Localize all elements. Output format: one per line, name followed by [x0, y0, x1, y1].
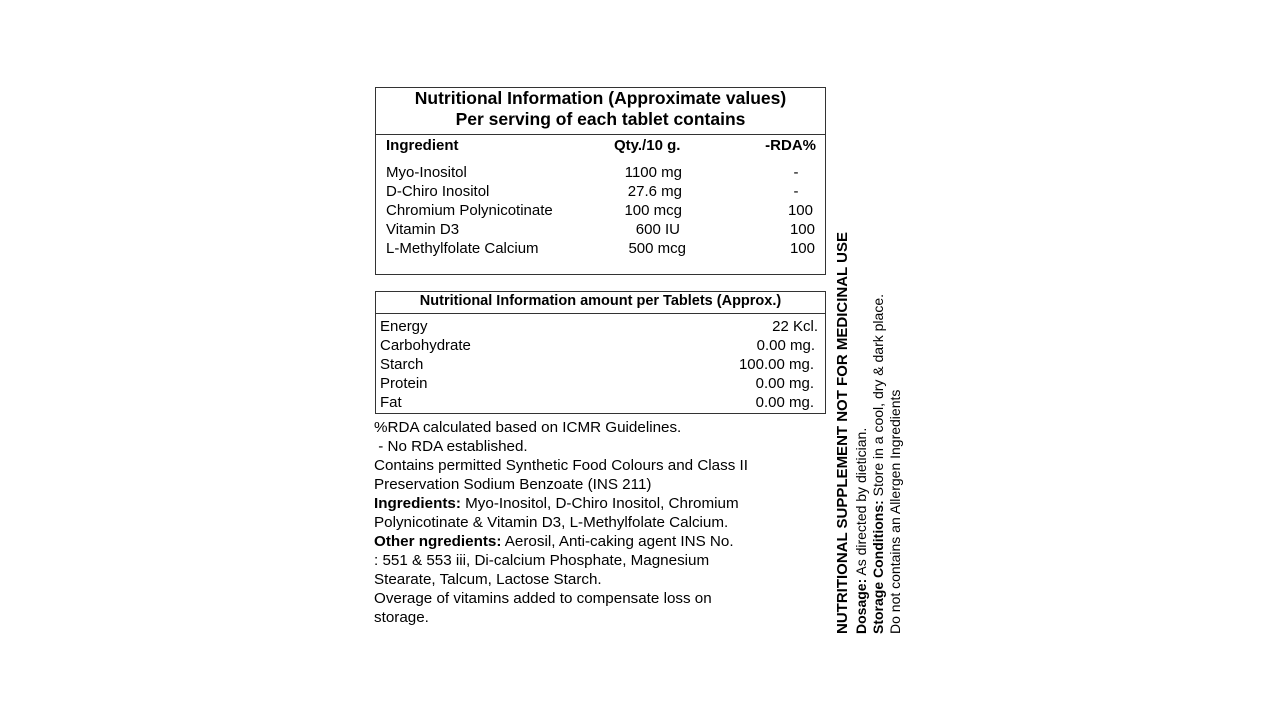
row-name: Energy	[380, 318, 428, 335]
table1-divider	[376, 134, 825, 135]
row-rda: 100	[789, 240, 815, 257]
dosage-label: Dosage:	[853, 578, 869, 634]
storage-conditions-line	[870, 294, 887, 634]
row-qty: 27.6 mg	[627, 183, 682, 200]
row-ingredient: L-Methylfolate Calcium	[386, 240, 539, 257]
allergen-note: Do not contains an Allergen Ingredients	[887, 389, 903, 634]
row-rda: 100	[787, 202, 813, 219]
rda-basis-note: %RDA calculated based on ICMR Guidelines.	[374, 419, 682, 436]
row-name: Starch	[380, 356, 424, 373]
storage-label: Storage Conditions:	[870, 500, 886, 634]
not-for-medicinal-use-heading: NUTRITIONAL SUPPLEMENT NOT FOR MEDICINAL USE	[834, 232, 851, 634]
table1-header-ingredient: Ingredient	[386, 137, 459, 154]
nutrition-table-per-tablet	[375, 291, 826, 414]
other-ingredients-line1	[374, 532, 794, 551]
table1-title-line2: Per serving of each tablet contains	[455, 109, 746, 129]
row-value: 0.00 mg.	[755, 394, 814, 411]
table2-title: Nutritional Information amount per Tablets (Approx.)	[419, 293, 782, 309]
row-value: 0.00 mg.	[755, 375, 814, 392]
row-ingredient: Chromium Polynicotinate	[386, 202, 553, 219]
nutrition-table-per-serving	[375, 87, 826, 275]
row-rda: -	[793, 183, 799, 200]
row-value: 0.00 mg.	[756, 337, 815, 354]
other-ingredients-line3: Stearate, Talcum, Lactose Starch.	[374, 571, 602, 588]
row-qty: 100 mcg	[624, 202, 682, 219]
ingredients-label: Ingredients:	[374, 495, 461, 512]
overage-note-line1: Overage of vitamins added to compensate loss on	[374, 590, 712, 607]
ingredients-text: Myo-Inositol, D-Chiro Inositol, Chromium	[460, 495, 739, 512]
table1-header-qty: Qty./10 g.	[614, 137, 681, 154]
row-value: 22 Kcl.	[772, 318, 818, 335]
dosage-line	[853, 428, 870, 634]
overage-note-line2: storage.	[374, 609, 429, 626]
dosage-text: As directed by dietician.	[853, 427, 869, 579]
row-ingredient: D-Chiro Inositol	[386, 183, 490, 200]
row-rda: 100	[789, 221, 815, 238]
row-value: 100.00 mg.	[738, 356, 814, 373]
table2-divider	[376, 313, 825, 314]
other-ingredients-label: Other ngredients:	[374, 533, 502, 550]
label-notes	[374, 418, 794, 627]
row-qty: 600 IU	[635, 221, 680, 238]
ingredients-line2: Polynicotinate & Vitamin D3, L-Methylfolate Calcium.	[374, 514, 729, 531]
row-qty: 500 mcg	[628, 240, 686, 257]
no-rda-note: - No RDA established.	[374, 438, 528, 455]
row-ingredient: Myo-Inositol	[386, 164, 467, 181]
other-ingredients-text: Aerosil, Anti-caking agent INS No.	[501, 533, 734, 550]
row-name: Protein	[380, 375, 428, 392]
row-ingredient: Vitamin D3	[386, 221, 460, 238]
table1-header-rda: -RDA%	[765, 137, 816, 154]
row-rda: -	[793, 164, 799, 181]
row-qty: 1100 mg	[624, 164, 682, 181]
colours-note-line2: Preservation Sodium Benzoate (INS 211)	[374, 476, 652, 493]
table1-title-line1: Nutritional Information (Approximate values)	[414, 88, 787, 108]
colours-note-line1: Contains permitted Synthetic Food Colours and Class II	[374, 457, 748, 474]
other-ingredients-line2: : 551 & 553 iii, Di-calcium Phosphate, Magnesium	[374, 552, 710, 569]
row-name: Carbohydrate	[380, 337, 471, 354]
storage-text: Store in a cool, dry & dark place.	[870, 294, 886, 501]
row-name: Fat	[380, 394, 402, 411]
ingredients-line1	[374, 494, 794, 513]
